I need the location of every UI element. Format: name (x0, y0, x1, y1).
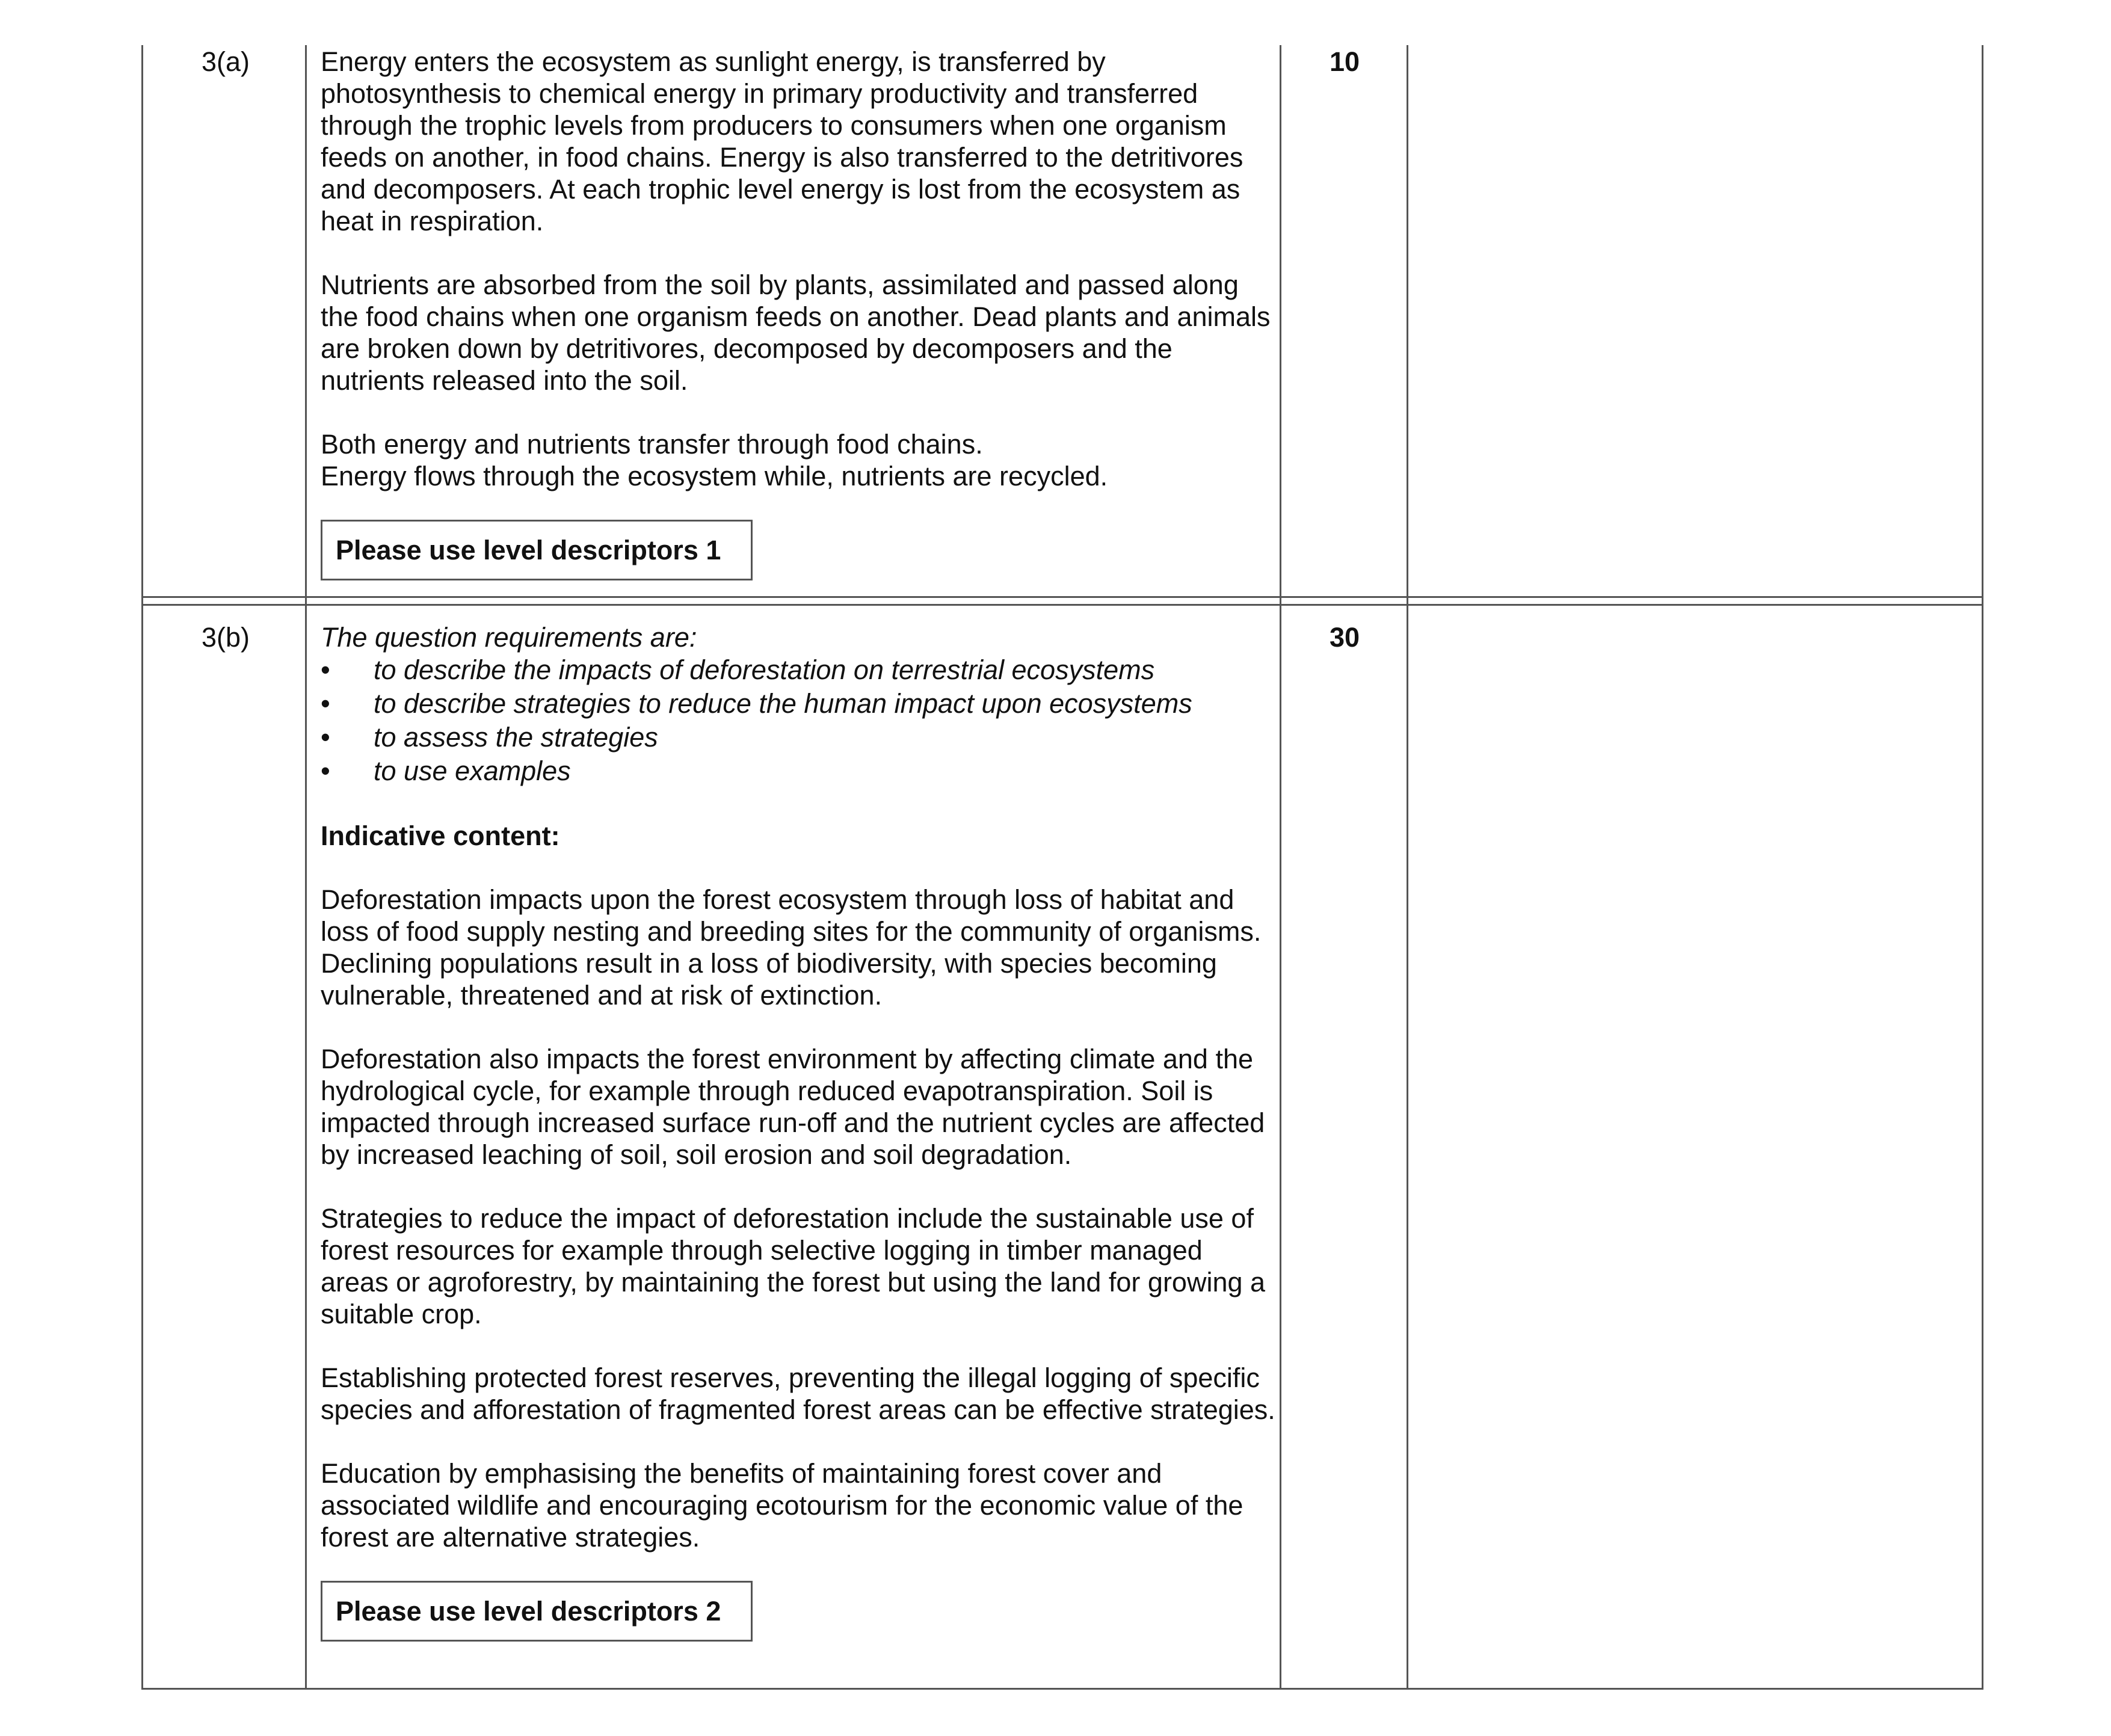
answer-paragraph: Nutrients are absorbed from the soil by plants, assimilated and passed along the food chains when one organism feeds on another. Dead plants and animals are broken down by detritivores, decomposed by decomposers and the nutrients released into the soil. (321, 269, 1271, 396)
list-item (321, 754, 1277, 788)
question-number: 3(a) (201, 46, 250, 77)
bullet-glyph: • (321, 756, 330, 786)
requirement-text: to describe strategies to reduce the human impact upon ecosystems (374, 688, 1192, 719)
table-border-right (1982, 45, 1983, 1689)
list-item (321, 721, 1277, 754)
requirements-list (321, 653, 1277, 788)
row-separator-top (141, 596, 1983, 598)
column-divider-answer (1280, 45, 1281, 1689)
level-descriptor-box: Please use level descriptors 1 (321, 520, 753, 580)
column-divider-question (305, 45, 307, 1689)
indicative-content-heading: Indicative content: (321, 820, 560, 851)
requirement-text: to assess the strategies (374, 722, 658, 753)
answer-cell-3a (321, 46, 1277, 580)
bullet-glyph: • (321, 688, 330, 719)
answer-paragraph: Strategies to reduce the impact of deforestation include the sustainable use of forest resources for example through selective logging in timber managed areas or agroforestry, by maintaining the forest but using the land for growing a suitable crop. (321, 1203, 1266, 1329)
bullet-glyph: • (321, 654, 330, 685)
table-border-bottom (141, 1688, 1983, 1690)
table-border-left (141, 45, 143, 1689)
row-separator-bottom (141, 604, 1983, 606)
answer-paragraph: Education by emphasising the benefits of maintaining forest cover and associated wildlife and encouraging ecotourism for the economic value of the forest are alternative strategies. (321, 1458, 1243, 1553)
answer-paragraph: Energy enters the ecosystem as sunlight energy, is transferred by photosynthesis to chemical energy in primary productivity and transferred through the trophic levels from producers to consumers when one organism feeds on another, in food chains. Energy is also transferred to the detritivores and decomposers. At each trophic level energy is lost from the ecosystem as heat in respiration. (321, 46, 1243, 236)
marks-value: 30 (1329, 622, 1360, 653)
level-descriptor-box: Please use level descriptors 2 (321, 1581, 753, 1642)
list-item (321, 687, 1277, 721)
column-divider-marks (1407, 45, 1408, 1689)
answer-paragraph: Energy flows through the ecosystem while, nutrients are recycled. (321, 461, 1108, 491)
requirement-text: to describe the impacts of deforestation on terrestrial ecosystems (374, 654, 1155, 685)
answer-paragraph: Deforestation impacts upon the forest ecosystem through loss of habitat and loss of food supply nesting and breeding sites for the community of organisms. Declining populations result in a loss of biodiversity, with species becoming vulnerable, threatened and at risk of extinction. (321, 884, 1262, 1011)
bullet-glyph: • (321, 722, 330, 753)
answer-paragraph: Establishing protected forest reserves, preventing the illegal logging of specific species and afforestation of fragmented forest areas can be effective strategies. (321, 1362, 1275, 1425)
answer-cell-3b (321, 621, 1277, 1642)
list-item (321, 653, 1277, 687)
question-number: 3(b) (201, 622, 250, 653)
marks-value: 10 (1329, 46, 1360, 77)
answer-paragraph: Deforestation also impacts the forest environment by affecting climate and the hydrological cycle, for example through reduced evapotranspiration. Soil is impacted through increased surface run-off and the nutrient cycles are affected by increased leaching of soil, soil erosion and soil degradation. (321, 1044, 1265, 1170)
requirements-intro: The question requirements are: (321, 622, 697, 653)
answer-paragraph: Both energy and nutrients transfer through food chains. (321, 429, 983, 460)
requirement-text: to use examples (374, 756, 571, 786)
